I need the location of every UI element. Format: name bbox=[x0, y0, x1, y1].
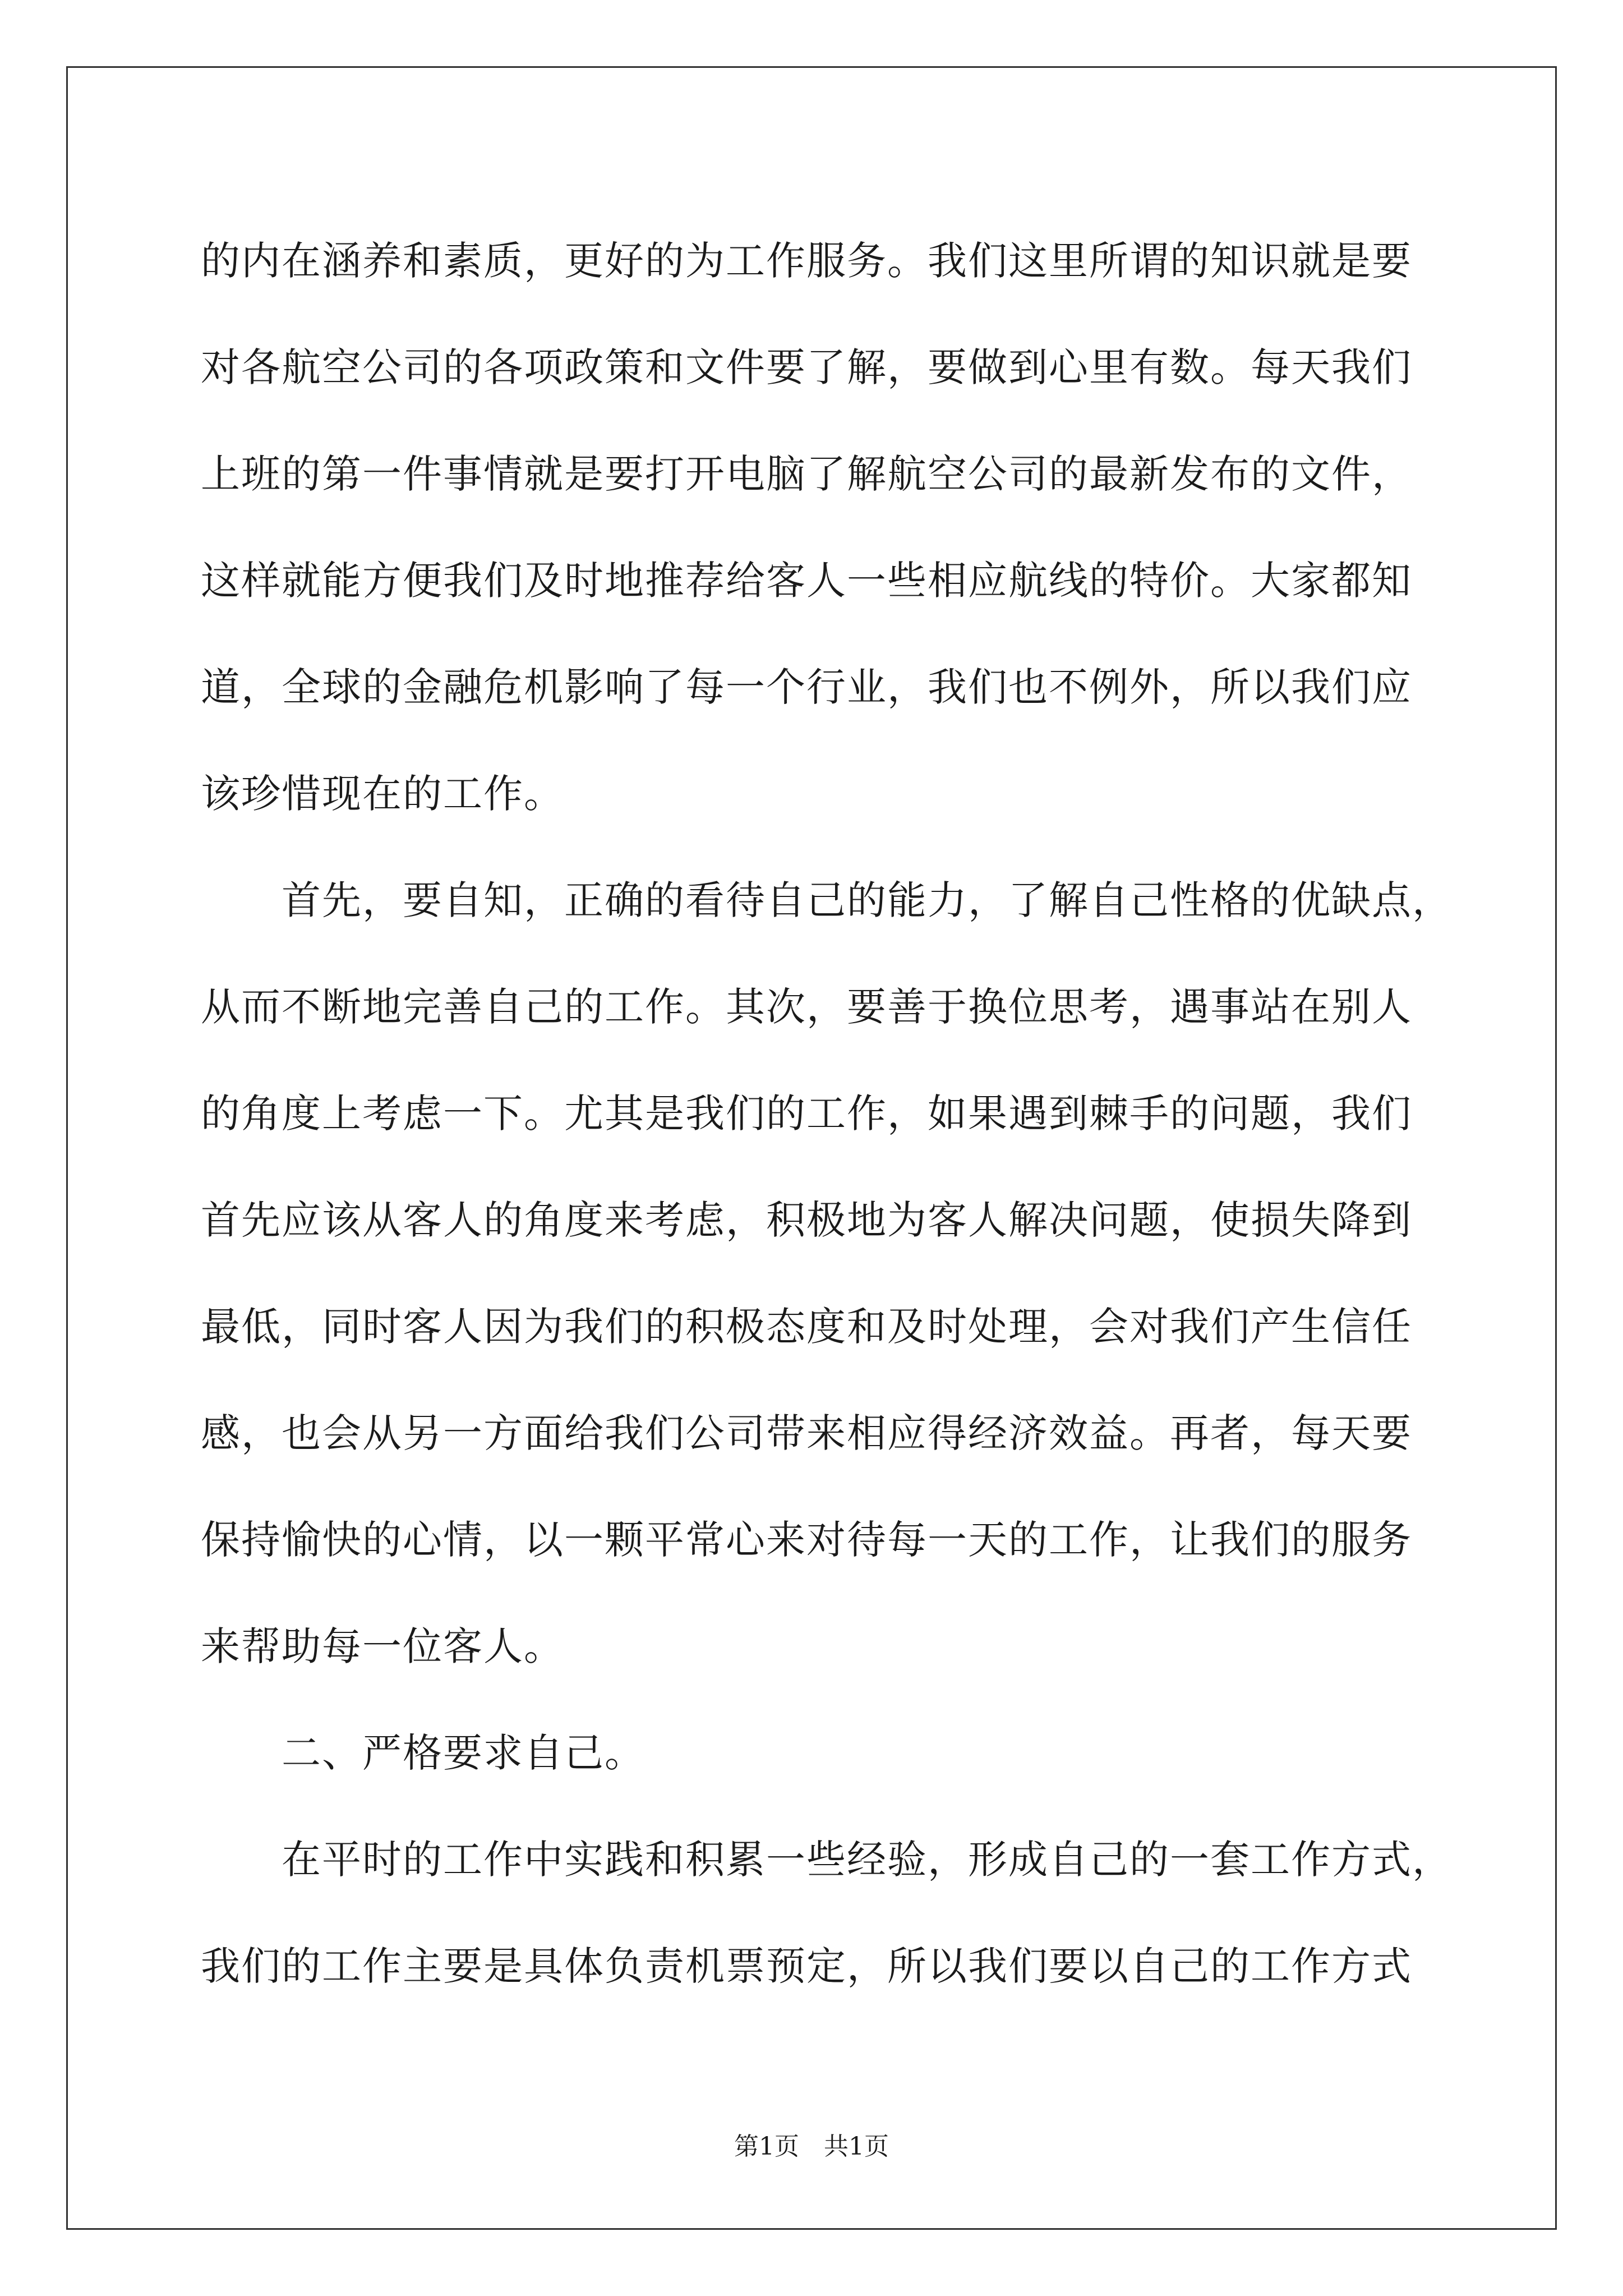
text-line: 首先，要自知，正确的看待自己的能力，了解自己性格的优缺点， bbox=[201, 877, 1453, 923]
text-line: 上班的第一件事情就是要打开电脑了解航空公司的最新发布的文件， bbox=[201, 451, 1412, 497]
text-line: 从而不断地完善自己的工作。其次，要善于换位思考，遇事站在别人 bbox=[201, 984, 1412, 1030]
text-line: 该珍惜现在的工作。 bbox=[201, 771, 564, 817]
text-line: 对各航空公司的各项政策和文件要了解，要做到心里有数。每天我们 bbox=[201, 344, 1412, 390]
text-line: 道，全球的金融危机影响了每一个行业，我们也不例外，所以我们应 bbox=[201, 664, 1412, 710]
text-line: 二、严格要求自己。 bbox=[201, 1730, 645, 1776]
text-line: 首先应该从客人的角度来考虑，积极地为客人解决问题，使损失降到 bbox=[201, 1197, 1412, 1243]
text-line: 的角度上考虑一下。尤其是我们的工作，如果遇到棘手的问题，我们 bbox=[201, 1091, 1412, 1137]
text-line: 最低，同时客人因为我们的积极态度和及时处理，会对我们产生信任 bbox=[201, 1304, 1412, 1350]
text-line: 保持愉快的心情，以一颗平常心来对待每一天的工作，让我们的服务 bbox=[201, 1517, 1412, 1563]
text-line: 感，也会从另一方面给我们公司带来相应得经济效益。再者，每天要 bbox=[201, 1410, 1412, 1456]
text-line: 这样就能方便我们及时地推荐给客人一些相应航线的特价。大家都知 bbox=[201, 558, 1412, 604]
text-line: 来帮助每一位客人。 bbox=[201, 1623, 564, 1669]
text-line: 我们的工作主要是具体负责机票预定，所以我们要以自己的工作方式 bbox=[201, 1943, 1412, 1989]
text-line: 的内在涵养和素质，更好的为工作服务。我们这里所谓的知识就是要 bbox=[201, 238, 1412, 284]
body-text bbox=[201, 208, 1453, 2019]
page-footer: 第1页 共1页 bbox=[734, 2132, 889, 2161]
text-line: 在平时的工作中实践和积累一些经验，形成自己的一套工作方式， bbox=[201, 1837, 1453, 1883]
